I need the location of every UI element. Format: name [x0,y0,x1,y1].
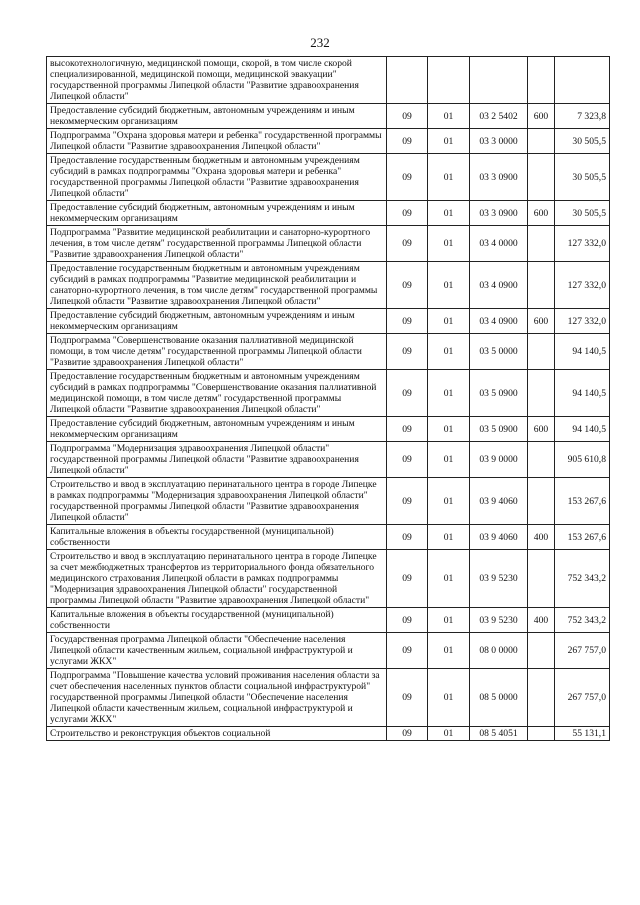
expense-type-code: 400 [528,525,555,550]
row-description: Строительство и ввод в эксплуатацию перинатального центра в городе Липецке в рамках подпрограммы "Модернизация здравоохранения Липецкой области" государственной программы Липецкой области "Развитие здравоохранения Липецкой области" [47,478,387,525]
row-description: Предоставление государственным бюджетным и автономным учреждениям субсидий в рамках подпрограммы "Совершенствование оказания паллиативной медицинской помощи, в том числе детям" государственной программы Липецкой области "Развитие здравоохранения Липецкой области" [47,370,387,417]
amount: 94 140,5 [555,334,610,370]
amount: 267 757,0 [555,633,610,669]
section-code: 01 [428,669,470,727]
expense-type-code [528,478,555,525]
ministry-code: 09 [387,417,428,442]
amount: 752 343,2 [555,608,610,633]
expense-type-code: 600 [528,309,555,334]
amount: 127 332,0 [555,226,610,262]
amount: 127 332,0 [555,309,610,334]
target-article-code: 08 5 4051 [470,727,528,741]
amount: 127 332,0 [555,262,610,309]
table-row [47,550,610,608]
amount: 30 505,5 [555,154,610,201]
amount: 7 323,8 [555,104,610,129]
table-row [47,608,610,633]
section-code: 01 [428,478,470,525]
target-article-code: 03 4 0900 [470,262,528,309]
ministry-code [387,57,428,104]
table-row [47,727,610,741]
target-article-code: 08 5 0000 [470,669,528,727]
amount [555,57,610,104]
expense-type-code [528,154,555,201]
ministry-code: 09 [387,309,428,334]
row-description: Предоставление государственным бюджетным и автономным учреждениям субсидий в рамках подпрограммы "Охрана здоровья матери и ребенка" государственной программы Липецкой области "Развитие здравоохранения Липецкой области" [47,154,387,201]
row-description: Предоставление субсидий бюджетным, автономным учреждениям и иным некоммерческим организациям [47,309,387,334]
ministry-code: 09 [387,334,428,370]
target-article-code: 03 9 5230 [470,550,528,608]
section-code: 01 [428,550,470,608]
row-description: Подпрограмма "Охрана здоровья матери и ребенка" государственной программы Липецкой области "Развитие здравоохранения Липецкой области" [47,129,387,154]
ministry-code: 09 [387,262,428,309]
row-description: Предоставление субсидий бюджетным, автономным учреждениям и иным некоммерческим организациям [47,104,387,129]
section-code: 01 [428,309,470,334]
amount: 94 140,5 [555,370,610,417]
expense-type-code [528,57,555,104]
expense-type-code: 600 [528,201,555,226]
row-description: Строительство и реконструкция объектов социальной [47,727,387,741]
target-article-code: 03 5 0900 [470,370,528,417]
table-row [47,442,610,478]
table-row [47,334,610,370]
table-row [47,57,610,104]
section-code: 01 [428,525,470,550]
section-code: 01 [428,727,470,741]
row-description: высокотехнологичную, медицинской помощи, скорой, в том числе скорой специализированной, медицинской помощи, медицинской эвакуации" государственной программы Липецкой области "Развитие здравоохранения Липецкой области" [47,57,387,104]
row-description: Предоставление субсидий бюджетным, автономным учреждениям и иным некоммерческим организациям [47,417,387,442]
table-row [47,201,610,226]
row-description: Предоставление субсидий бюджетным, автономным учреждениям и иным некоммерческим организациям [47,201,387,226]
expense-type-code [528,226,555,262]
table-row [47,370,610,417]
budget-table [46,56,610,741]
expense-type-code [528,727,555,741]
table-row [47,417,610,442]
ministry-code: 09 [387,370,428,417]
page-number: 232 [310,35,330,50]
ministry-code: 09 [387,525,428,550]
target-article-code: 03 4 0000 [470,226,528,262]
section-code [428,57,470,104]
amount: 752 343,2 [555,550,610,608]
target-article-code: 03 3 0000 [470,129,528,154]
target-article-code: 03 3 0900 [470,154,528,201]
section-code: 01 [428,262,470,309]
amount: 30 505,5 [555,129,610,154]
target-article-code: 03 4 0900 [470,309,528,334]
table-row [47,129,610,154]
target-article-code: 03 3 0900 [470,201,528,226]
table-row [47,262,610,309]
table-row [47,478,610,525]
ministry-code: 09 [387,226,428,262]
section-code: 01 [428,226,470,262]
expense-type-code [528,334,555,370]
expense-type-code [528,370,555,417]
row-description: Государственная программа Липецкой области "Обеспечение населения Липецкой области качественным жильем, социальной инфраструктурой и услугами ЖКХ" [47,633,387,669]
target-article-code [470,57,528,104]
target-article-code: 03 9 0000 [470,442,528,478]
section-code: 01 [428,442,470,478]
ministry-code: 09 [387,154,428,201]
ministry-code: 09 [387,633,428,669]
amount: 267 757,0 [555,669,610,727]
amount: 153 267,6 [555,478,610,525]
row-description: Подпрограмма "Развитие медицинской реабилитации и санаторно-курортного лечения, в том числе детям" государственной программы Липецкой области "Развитие здравоохранения Липецкой области" [47,226,387,262]
section-code: 01 [428,608,470,633]
ministry-code: 09 [387,129,428,154]
section-code: 01 [428,129,470,154]
section-code: 01 [428,154,470,201]
target-article-code: 03 9 4060 [470,478,528,525]
ministry-code: 09 [387,478,428,525]
expense-type-code [528,262,555,309]
ministry-code: 09 [387,727,428,741]
ministry-code: 09 [387,550,428,608]
ministry-code: 09 [387,442,428,478]
row-description: Подпрограмма "Совершенствование оказания паллиативной медицинской помощи, в том числе детям" государственной программы Липецкой области "Развитие здравоохранения Липецкой области" [47,334,387,370]
amount: 905 610,8 [555,442,610,478]
ministry-code: 09 [387,104,428,129]
expense-type-code [528,633,555,669]
expense-type-code: 400 [528,608,555,633]
target-article-code: 03 5 0000 [470,334,528,370]
row-description: Предоставление государственным бюджетным и автономным учреждениям субсидий в рамках подпрограммы "Развитие медицинской реабилитации и санаторно-курортного лечения, в том числе детям" государственной программы Липецкой области "Развитие здравоохранения Липецкой области" [47,262,387,309]
section-code: 01 [428,370,470,417]
expense-type-code: 600 [528,104,555,129]
ministry-code: 09 [387,201,428,226]
expense-type-code [528,442,555,478]
expense-type-code [528,129,555,154]
table-row [47,525,610,550]
table-row [47,633,610,669]
section-code: 01 [428,633,470,669]
target-article-code: 03 9 5230 [470,608,528,633]
row-description: Капитальные вложения в объекты государственной (муниципальной) собственности [47,608,387,633]
target-article-code: 08 0 0000 [470,633,528,669]
table-row [47,226,610,262]
amount: 94 140,5 [555,417,610,442]
ministry-code: 09 [387,669,428,727]
section-code: 01 [428,104,470,129]
expense-type-code [528,669,555,727]
ministry-code: 09 [387,608,428,633]
table-row [47,154,610,201]
row-description: Строительство и ввод в эксплуатацию перинатального центра в городе Липецке за счет межбюджетных трансфертов из территориального фонда обязательного медицинского страхования Липецкой области в рамках подпрограммы "Модернизация здравоохранения Липецкой области" государственной программы Липецкой области "Развитие здравоохранения Липецкой области" [47,550,387,608]
section-code: 01 [428,417,470,442]
amount: 153 267,6 [555,525,610,550]
section-code: 01 [428,334,470,370]
amount: 55 131,1 [555,727,610,741]
row-description: Подпрограмма "Повышение качества условий проживания населения области за счет обеспечения населенных пунктов области социальной инфраструктурой" государственной программы Липецкой области "Обеспечение населения Липецкой области качественным жильем, социальной инфраструктурой и услугами ЖКХ" [47,669,387,727]
table-row [47,104,610,129]
expense-type-code [528,550,555,608]
table-row [47,309,610,334]
target-article-code: 03 9 4060 [470,525,528,550]
row-description: Подпрограмма "Модернизация здравоохранения Липецкой области" государственной программы Липецкой области "Развитие здравоохранения Липецкой области" [47,442,387,478]
row-description: Капитальные вложения в объекты государственной (муниципальной) собственности [47,525,387,550]
target-article-code: 03 5 0900 [470,417,528,442]
table-row [47,669,610,727]
target-article-code: 03 2 5402 [470,104,528,129]
amount: 30 505,5 [555,201,610,226]
section-code: 01 [428,201,470,226]
expense-type-code: 600 [528,417,555,442]
